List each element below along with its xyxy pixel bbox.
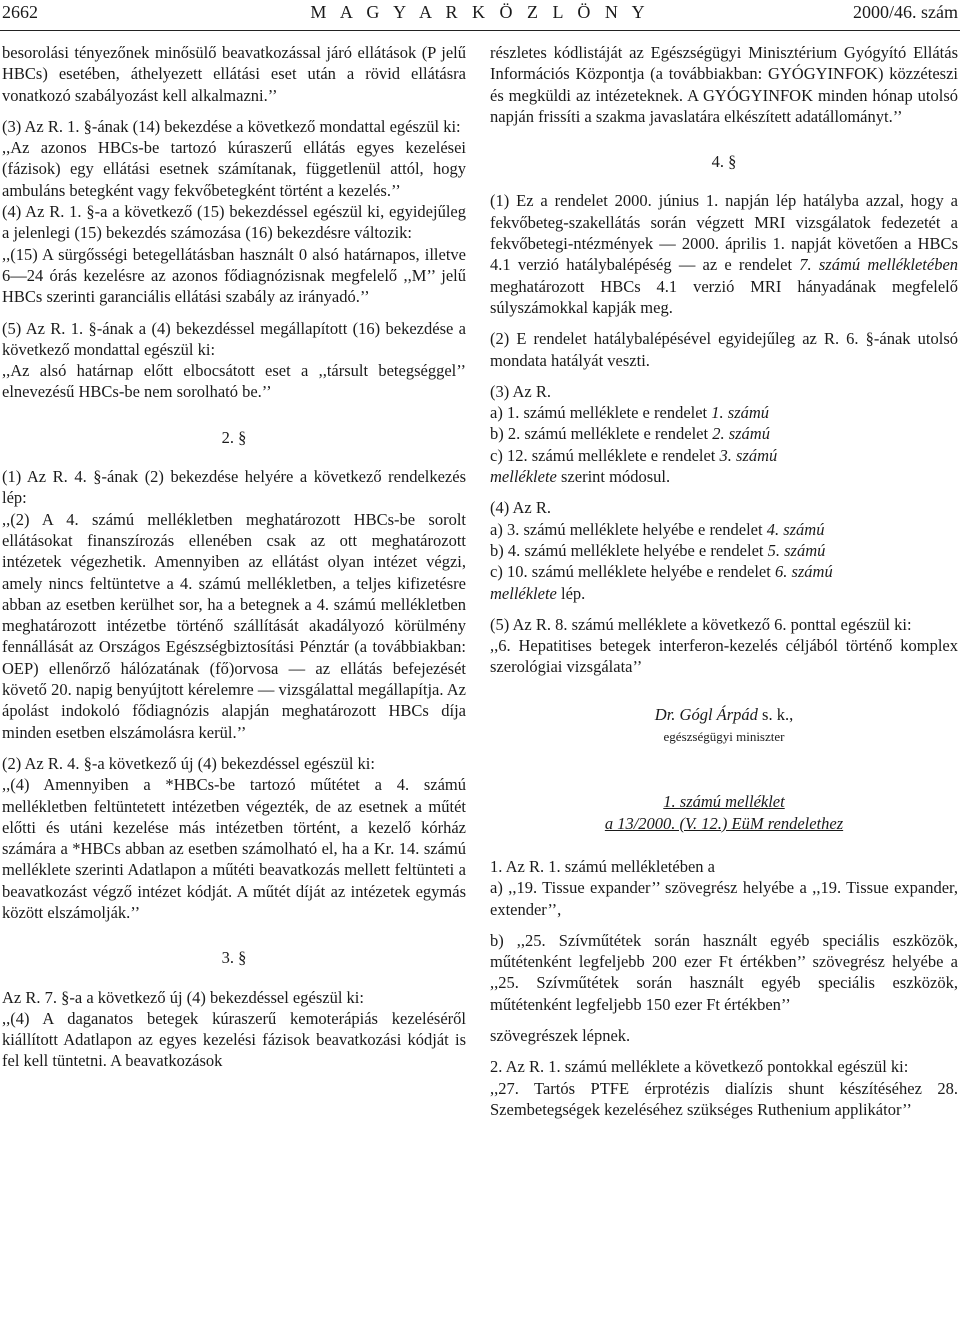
signature-block: Dr. Gógl Árpád s. k., egészségügyi miniszter <box>654 704 794 745</box>
list-item: a) 1. számú melléklete e rendelet 1. számú <box>490 403 770 423</box>
paragraph: (5) Az R. 8. számú melléklete a következő 6. ponttal egészül ki: <box>490 614 912 634</box>
paragraph: részletes kódlistáját az Egészségügyi Minisztérium Gyógyító Ellátás Információs Központja (a továbbiakban: GYÓGYINFOK) közzéteszi és megküldi az intézeteknek. A GYÓGYINFOK minden hónap utolsó napján frissíti a szakma javaslatára elkészített adatállományt.’’ <box>490 43 958 126</box>
paragraph: (1) Ez a rendelet 2000. június 1. napján lép hatályba azzal, hogy a fekvőbeteg-szakellátás során végzett MRI vizsgálatok fedezetét a fekvőbetegi-ntézmények — 2000. április 1. napját követően a HBCs 4.1 verzió hatálybalépéség — az e rendelet 7. számú mellékletében meghatározott HBCs 4.1 verzió MRI hányadának megfelelő súlyszámokkal kapják meg. <box>490 191 959 317</box>
paragraph: Az R. 7. §-a a következő új (4) bekezdéssel egészül ki: <box>2 987 364 1007</box>
signatory-name: Dr. Gógl Árpád <box>654 704 758 724</box>
quoted-paragraph: ,,(4) Amennyiben a *HBCs-be tartozó műtétet a 4. számú mellékletben feltüntetett intézetben végezték, de az esetnek a műtét előtti és utáni kezelése más intézetben történt, a kezelő kórház számára a *HBCs abban az esetben számolható el, ha a Kr. 14. számú melléklete szerinti Adatlapon a műtéti beavatkozás mellett feltünteti a beavatkozást végző intézet kódját. A műtét díját az intézetek egymás között elszámolják.’’ <box>2 775 466 922</box>
list-item: b) ,,25. Szívműtétek során használt egyéb speciális eszközök, műtétenként legfeljebb 200 ezer Ft értékben’’ szövegrész helyébe a ,,25. Szívműtétek során használt egyéb speciális eszközök, műtétenként legfeljebb 150 ezer Ft értékben’’ <box>490 930 958 1014</box>
paragraph: besorolási tényezőnek minősülő beavatkozással járó ellátások (P jelű HBCs) esetében, áthelyezett ellátási eset után a rövid ellátásra vonatkozó szabályozást kell alkalmazni.’’ <box>2 43 466 105</box>
paragraph: szövegrészek lépnek. <box>490 1025 631 1045</box>
signatory-role: egészségügyi miniszter <box>663 729 785 745</box>
paragraph: (4) Az R. 1. §-a a következő (15) bekezdéssel egészül ki, egyidejűleg a jelenlegi (15) bekezdés számozása (16) bekezdésre változik: <box>2 202 466 243</box>
paragraph: (2) Az R. 4. §-a következő új (4) bekezdéssel egészül ki: <box>2 753 375 773</box>
annex-subtitle: a 13/2000. (V. 12.) EüM rendelethez <box>604 813 844 833</box>
section-heading: 4. § <box>711 152 737 172</box>
page-header <box>0 0 960 32</box>
quoted-paragraph: ,,(15) A sürgősségi betegellátásban használt 0 alsó határnapos, illetve 6—24 órás kezelésre az azonos fődiagnózisnak megfelelő ,,M’’ jelű HBCs szerinti garanciális ellátási szabály az irányadó.’’ <box>2 244 466 307</box>
header-rule <box>0 30 960 31</box>
paragraph: melléklete szerint módosul. <box>490 467 671 487</box>
paragraph: (4) Az R. <box>490 498 551 518</box>
section-heading: 2. § <box>221 427 247 447</box>
paragraph: (1) Az R. 4. §-ának (2) bekezdése helyére a következő rendelkezés lép: <box>2 467 466 508</box>
page-number: 2662 <box>2 2 38 22</box>
list-item: a) 3. számú melléklete helyébe e rendelet 4. számú <box>490 519 825 539</box>
quoted-paragraph: ,,6. Hepatitises betegek interferon-kezelés céljából történő komplex szerológiai vizsgálata’’ <box>490 636 958 677</box>
paragraph: melléklete lép. <box>490 583 586 603</box>
list-item: b) 4. számú melléklete helyébe e rendelet 5. számú <box>490 540 826 560</box>
paragraph: 1. Az R. 1. számú mellékletében a <box>490 856 715 876</box>
emphasis: 7. számú mellékletében <box>799 255 959 275</box>
section-heading: 3. § <box>221 948 247 968</box>
issue-number: 2000/46. szám <box>853 2 958 22</box>
journal-title: M A G Y A R K Ö Z L Ö N Y <box>310 2 650 22</box>
paragraph: 2. Az R. 1. számú melléklete a következő pontokkal egészül ki: <box>490 1057 909 1077</box>
right-column <box>490 42 958 1120</box>
list-item: c) 12. számú melléklete e rendelet 3. számú <box>490 445 778 465</box>
annex-title: 1. számú melléklet <box>663 792 785 812</box>
paragraph: (5) Az R. 1. §-ának a (4) bekezdéssel megállapított (16) bekezdése a következő mondattal egészül ki: <box>2 318 466 359</box>
list-item: a) ,,19. Tissue expander’’ szövegrész helyébe a ,,19. Tissue expander, extender’’, <box>490 878 958 919</box>
quoted-paragraph: ,,Az azonos HBCs-be tartozó kúraszerű ellátás egyes kezelései (fázisok) egy ellátási esetnek számítanak, függetlenül attól, hogy ambuláns betegként vagy fekvőbetegként történt a kezelés.’’ <box>2 138 466 200</box>
quoted-paragraph: ,,27. Tartós PTFE érprotézis dialízis shunt készítéséhez 28. Szembetegségek kezeléséhez szükséges Ruthenium applikátor’’ <box>490 1078 958 1119</box>
quoted-paragraph: ,,(2) A 4. számú mellékletben meghatározott HBCs-be sorolt ellátásokat finanszírozás ellenében csak az ott meghatározott intézetek végezhetik. Amennyiben az ellátást olyan intézet végzi, amely nincs feltüntetve a 4. számú mellékletben, a teljes kifizetésre abban az esetben kerülhet sor, ha a betegnek a 4. számú mellékletben meghatározott intézetbe történő szállítását akadályozó körülmény fennállását az Országos Egészségbiztosítási Pénztár (a továbbiakban: OEP) ellenőrző hálózatának (fő)orvosa — az ellátás befejezését követő 20. napig benyújtott kérelemre — vizsgálattal megállapítja. Az ápolást indokoló fődiagnózis alapján meghatározott HBCs díja minden esetben elszámolásra kerül.’’ <box>2 509 466 742</box>
list-item: c) 10. számú melléklete helyébe e rendelet 6. számú <box>490 562 833 582</box>
paragraph: (3) Az R. 1. §-ának (14) bekezdése a következő mondattal egészül ki: <box>2 116 461 136</box>
quoted-paragraph: ,,Az alsó határnap előtt elbocsátott eset a ,,társult betegséggel’’ elnevezésű HBCs-be nem sorolható be.’’ <box>2 361 466 402</box>
left-column <box>2 42 466 1072</box>
list-item: b) 2. számú melléklete e rendelet 2. számú <box>490 424 770 444</box>
paragraph: (2) E rendelet hatálybalépésével egyidejűleg az R. 6. §-ának utolsó mondata hatályát veszti. <box>490 329 958 370</box>
paragraph: (3) Az R. <box>490 381 551 401</box>
quoted-paragraph: ,,(4) A daganatos betegek kúraszerű kemoterápiás kezeléséről kiállított Adatlapon az egyes kezelési fázisok beavatkozási kódját is fel kell tüntetni. A beavatkozások <box>2 1008 466 1071</box>
